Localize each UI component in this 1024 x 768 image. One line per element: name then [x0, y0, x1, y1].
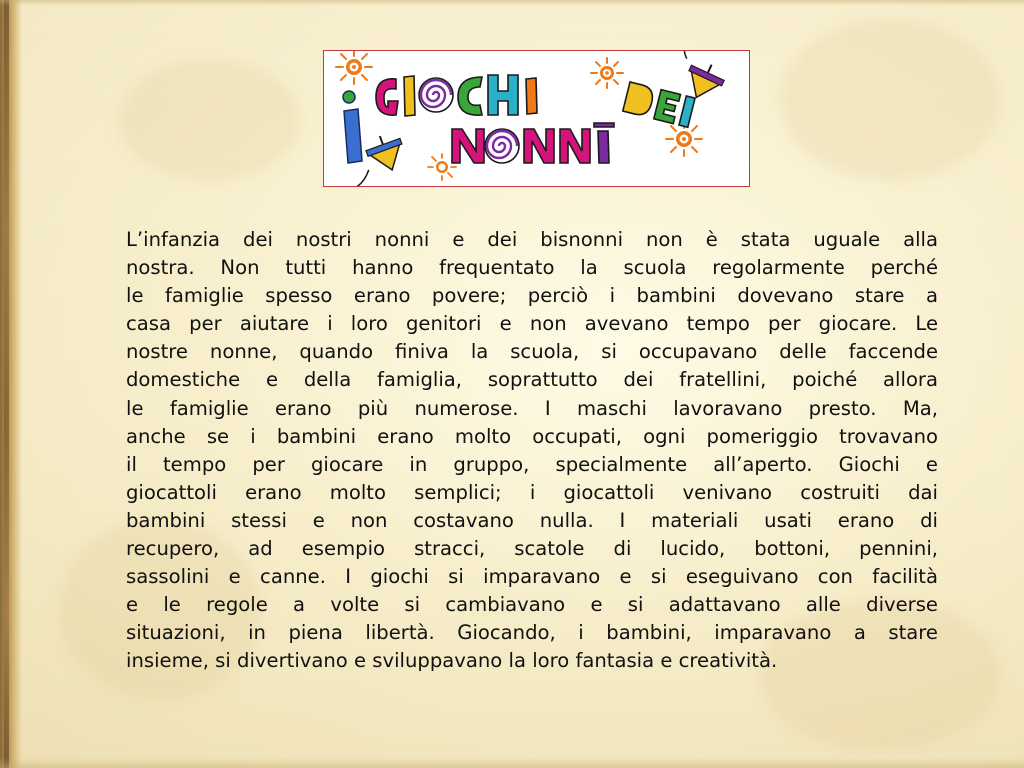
paper-bottom-edge	[0, 758, 1024, 768]
text-line: domestiche e della famiglia, soprattutto dei fratellini, poiché allora	[126, 368, 938, 392]
sun-icon	[591, 58, 623, 88]
logo-word-giochi	[376, 75, 537, 116]
text-line: bambini stessi e non costavano nulla. I materiali usati erano di	[126, 508, 938, 532]
text-line: situazioni, in piena libertà. Giocando, i bambini, imparavano a stare	[126, 621, 938, 645]
logo-word-dei	[623, 82, 695, 127]
paper-stain	[780, 20, 1000, 180]
text-line: insieme, si divertivano e sviluppavano la loro fantasia e creatività.	[126, 649, 778, 673]
paper-stain	[120, 60, 300, 180]
body-paragraph	[126, 226, 938, 676]
text-line: casa per aiutare i loro genitori e non avevano tempo per giocare. Le	[126, 312, 938, 336]
paper-left-crease	[4, 0, 9, 768]
text-line: nostra. Non tutti hanno frequentato la scuola regolarmente perché	[126, 256, 938, 280]
text-line: giocattoli erano molto semplici; i giocattoli venivano costruiti dai	[126, 480, 938, 504]
text-line: recupero, ad esempio stracci, scatole di lucido, bottoni, pennini,	[126, 537, 938, 561]
logo-word-nonni	[452, 123, 614, 163]
logo-word-i	[343, 91, 362, 163]
text-line: il tempo per giocare in gruppo, specialmente all’aperto. Giochi e	[126, 452, 938, 476]
text-line: nostre nonne, quando finiva la scuola, si occupavano delle faccende	[126, 340, 938, 364]
title-logo	[323, 50, 750, 187]
sun-icon	[336, 51, 372, 84]
text-line: sassolini e canne. I giochi si imparavano e si eseguivano con facilità	[126, 565, 938, 589]
text-line: L’infanzia dei nostri nonni e dei bisnonni non è stata uguale alla	[126, 228, 938, 251]
text-line: le famiglie erano più numerose. I maschi lavoravano presto. Ma,	[126, 396, 938, 420]
text-line: le famiglie spesso erano povere; perciò i bambini dovevano stare a	[126, 284, 938, 308]
text-line: e le regole a volte si cambiavano e si adattavano alle diverse	[126, 593, 938, 617]
text-line: anche se i bambini erano molto occupati, ogni pomeriggio trovavano	[126, 424, 938, 448]
paper-top-edge	[0, 0, 1024, 6]
